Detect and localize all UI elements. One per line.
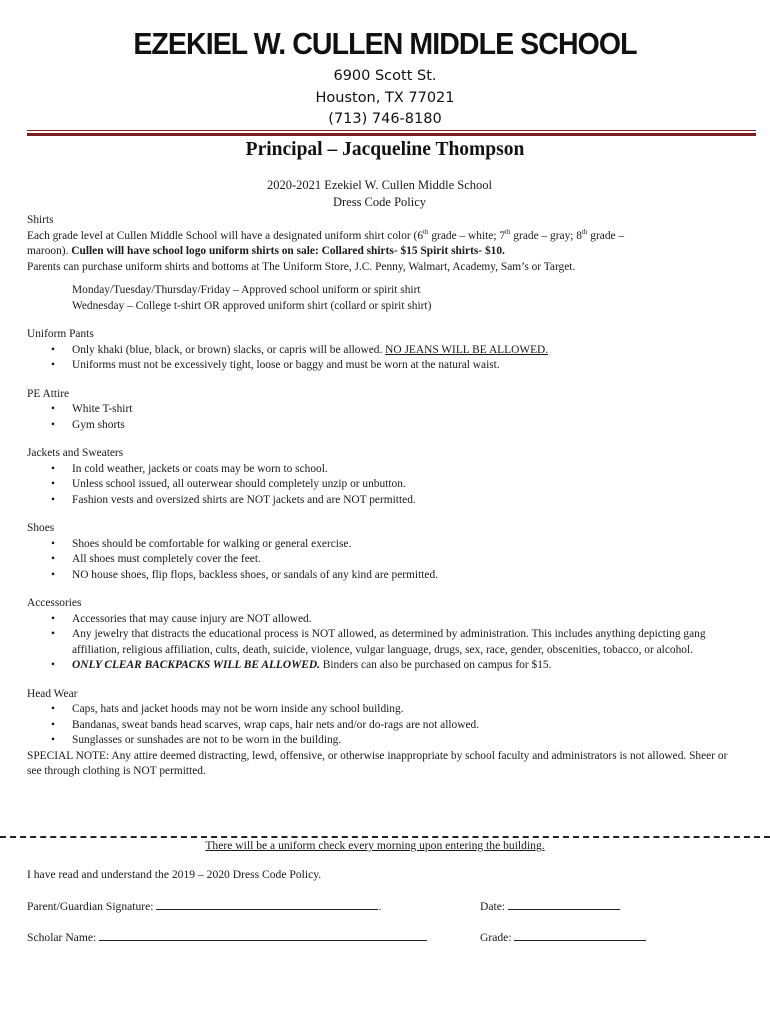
pe-list <box>27 402 732 433</box>
list-item <box>27 537 732 553</box>
phone-number: (713) 746-8180 <box>328 111 442 127</box>
list-item-text: Binders can also be purchased on campus for $15. <box>319 659 552 671</box>
jackets-list <box>27 462 732 509</box>
parent-signature-label: Parent/Guardian Signature: <box>27 900 157 913</box>
list-item <box>27 418 732 434</box>
bullet-icon: • <box>51 734 55 746</box>
list-item <box>27 627 732 658</box>
list-item <box>27 358 732 374</box>
list-item-text: White T-shirt <box>72 403 133 415</box>
scholar-name-field[interactable] <box>99 929 427 941</box>
principal-name: Principal – Jacqueline Thompson <box>245 139 525 160</box>
superscript: th <box>581 227 588 236</box>
shirts-text: maroon). <box>27 245 72 257</box>
section-title-accessories: Accessories <box>27 597 82 609</box>
header-divider-thin <box>27 130 756 131</box>
bullet-icon: • <box>51 462 55 475</box>
list-item <box>27 568 732 584</box>
bullet-icon: • <box>51 568 55 581</box>
shirts-days-regular: Monday/Tuesday/Thursday/Friday – Approved school uniform or spirit shirt <box>72 284 421 296</box>
list-item-text: In cold weather, jackets or coats may be worn to school. <box>72 462 328 475</box>
special-note-label: SPECIAL NOTE: <box>27 749 110 762</box>
section-title-jackets: Jackets and Sweaters <box>27 447 124 459</box>
shirts-text: grade – <box>587 229 625 242</box>
list-item <box>27 658 732 674</box>
bullet-icon: • <box>51 418 55 431</box>
superscript: th <box>423 227 429 236</box>
grade-row <box>480 929 646 944</box>
special-note-text: Any attire deemed distracting, lewd, offensive, or otherwise inappropriate by school faculty and administrators is not allowed. Sheer or see through clothing is NOT permitted. <box>27 749 728 777</box>
shoes-list <box>27 537 732 584</box>
scholar-name-row <box>27 929 427 944</box>
grade-label: Grade: <box>480 931 515 944</box>
list-item-text: Fashion vests and oversized shirts are NOT jackets and are NOT permitted. <box>72 493 416 506</box>
list-item <box>27 343 732 359</box>
list-item-text: Accessories that may cause injury are NOT allowed. <box>72 612 312 625</box>
list-item-text: Sunglasses or sunshades are not to be worn in the building. <box>72 734 342 746</box>
list-item-text: Shoes should be comfortable for walking or general exercise. <box>72 537 352 550</box>
bullet-icon: • <box>51 403 55 415</box>
cut-line-divider <box>0 836 770 838</box>
shirts-days-wednesday: Wednesday – College t-shirt OR approved uniform shirt (collard or spirit shirt) <box>72 299 432 312</box>
list-item <box>27 702 732 718</box>
shirts-paragraph-1 <box>27 229 732 245</box>
shirts-paragraph-3: Parents can purchase uniform shirts and bottoms at The Uniform Store, J.C. Penny, Walmart, Academy, Sam’s or Target. <box>27 260 576 273</box>
header-divider-thick <box>27 133 756 136</box>
policy-body <box>27 177 732 780</box>
bullet-icon: • <box>51 703 55 715</box>
acknowledgement-statement: I have read and understand the 2019 – 2020 Dress Code Policy. <box>27 868 322 881</box>
shirts-paragraph-2 <box>27 244 732 260</box>
city-address: Houston, TX 77021 <box>315 90 455 106</box>
no-jeans-note: NO JEANS WILL BE ALLOWED. <box>385 343 549 356</box>
pants-list <box>27 343 732 374</box>
date-label: Date: <box>480 900 509 913</box>
special-note <box>27 749 732 780</box>
date-row <box>480 898 620 913</box>
parent-signature-tail: . <box>378 900 382 913</box>
scholar-name-label: Scholar Name: <box>27 931 100 944</box>
bullet-icon: • <box>51 659 55 671</box>
list-item-text: Unless school issued, all outerwear should completely unzip or unbutton. <box>72 478 406 490</box>
parent-signature-row <box>27 898 381 913</box>
superscript: th <box>505 227 511 236</box>
bullet-icon: • <box>51 718 55 731</box>
accessories-list <box>27 612 732 674</box>
list-item <box>27 477 732 493</box>
list-item <box>27 462 732 478</box>
list-item-text: Only khaki (blue, black, or brown) slacks, or capris will be allowed. <box>72 343 386 356</box>
list-item <box>27 733 732 749</box>
school-name: EZEKIEL W. CULLEN MIDDLE SCHOOL <box>133 26 637 61</box>
section-title-shirts: Shirts <box>27 214 54 226</box>
clear-backpacks-note: ONLY CLEAR BACKPACKS WILL BE ALLOWED. <box>72 659 320 671</box>
date-field[interactable] <box>508 898 620 910</box>
shirts-text: grade – gray; 8 <box>510 229 582 242</box>
grade-field[interactable] <box>514 929 646 941</box>
policy-year: 2020-2021 Ezekiel W. Cullen Middle School <box>267 178 492 192</box>
list-item-text: Any jewelry that distracts the educational process is NOT allowed, as determined by administration. This includes anything depicting gang affiliation, religious affiliation, cults, death, suicide, violence, vulgar language, drugs, sex, race, gender, obscenities, tobacco, or alcohol. <box>72 628 706 656</box>
bullet-icon: • <box>51 343 55 356</box>
bullet-icon: • <box>51 628 55 640</box>
shirts-text: Each grade level at Cullen Middle School will have a designated uniform shirt color (6 <box>27 229 424 242</box>
list-item <box>27 402 732 418</box>
section-title-pants: Uniform Pants <box>27 328 94 340</box>
bullet-icon: • <box>51 478 55 490</box>
list-item-text: Gym shorts <box>72 418 125 431</box>
list-item-text: Bandanas, sweat bands head scarves, wrap caps, hair nets and/or do-rags are not allowed. <box>72 718 480 731</box>
list-item-text: All shoes must completely cover the feet. <box>72 553 261 565</box>
list-item <box>27 612 732 628</box>
headwear-list <box>27 702 732 749</box>
section-title-pe: PE Attire <box>27 387 70 400</box>
shirts-text: grade – white; 7 <box>428 229 506 242</box>
list-item-text: Uniforms must not be excessively tight, loose or baggy and must be worn at the natural waist. <box>72 359 500 371</box>
bullet-icon: • <box>51 612 55 625</box>
list-item <box>27 493 732 509</box>
section-title-headwear: Head Wear <box>27 687 78 700</box>
bullet-icon: • <box>51 553 55 565</box>
list-item <box>27 552 732 568</box>
bullet-icon: • <box>51 493 55 506</box>
bullet-icon: • <box>51 359 55 371</box>
list-item <box>27 718 732 734</box>
list-item-text: Caps, hats and jacket hoods may not be worn inside any school building. <box>72 703 404 715</box>
street-address: 6900 Scott St. <box>333 68 437 84</box>
list-item-text: NO house shoes, flip flops, backless shoes, or sandals of any kind are permitted. <box>72 568 439 581</box>
bullet-icon: • <box>51 537 55 550</box>
shirts-sale-note: Cullen will have school logo uniform shirts on sale: Collared shirts- $15 Spirit shirts- $10. <box>71 245 505 257</box>
uniform-check-notice: There will be a uniform check every morning upon entering the building. <box>205 839 545 852</box>
parent-signature-field[interactable] <box>156 898 378 910</box>
section-title-shoes: Shoes <box>27 522 55 534</box>
policy-title: Dress Code Policy <box>332 195 427 209</box>
